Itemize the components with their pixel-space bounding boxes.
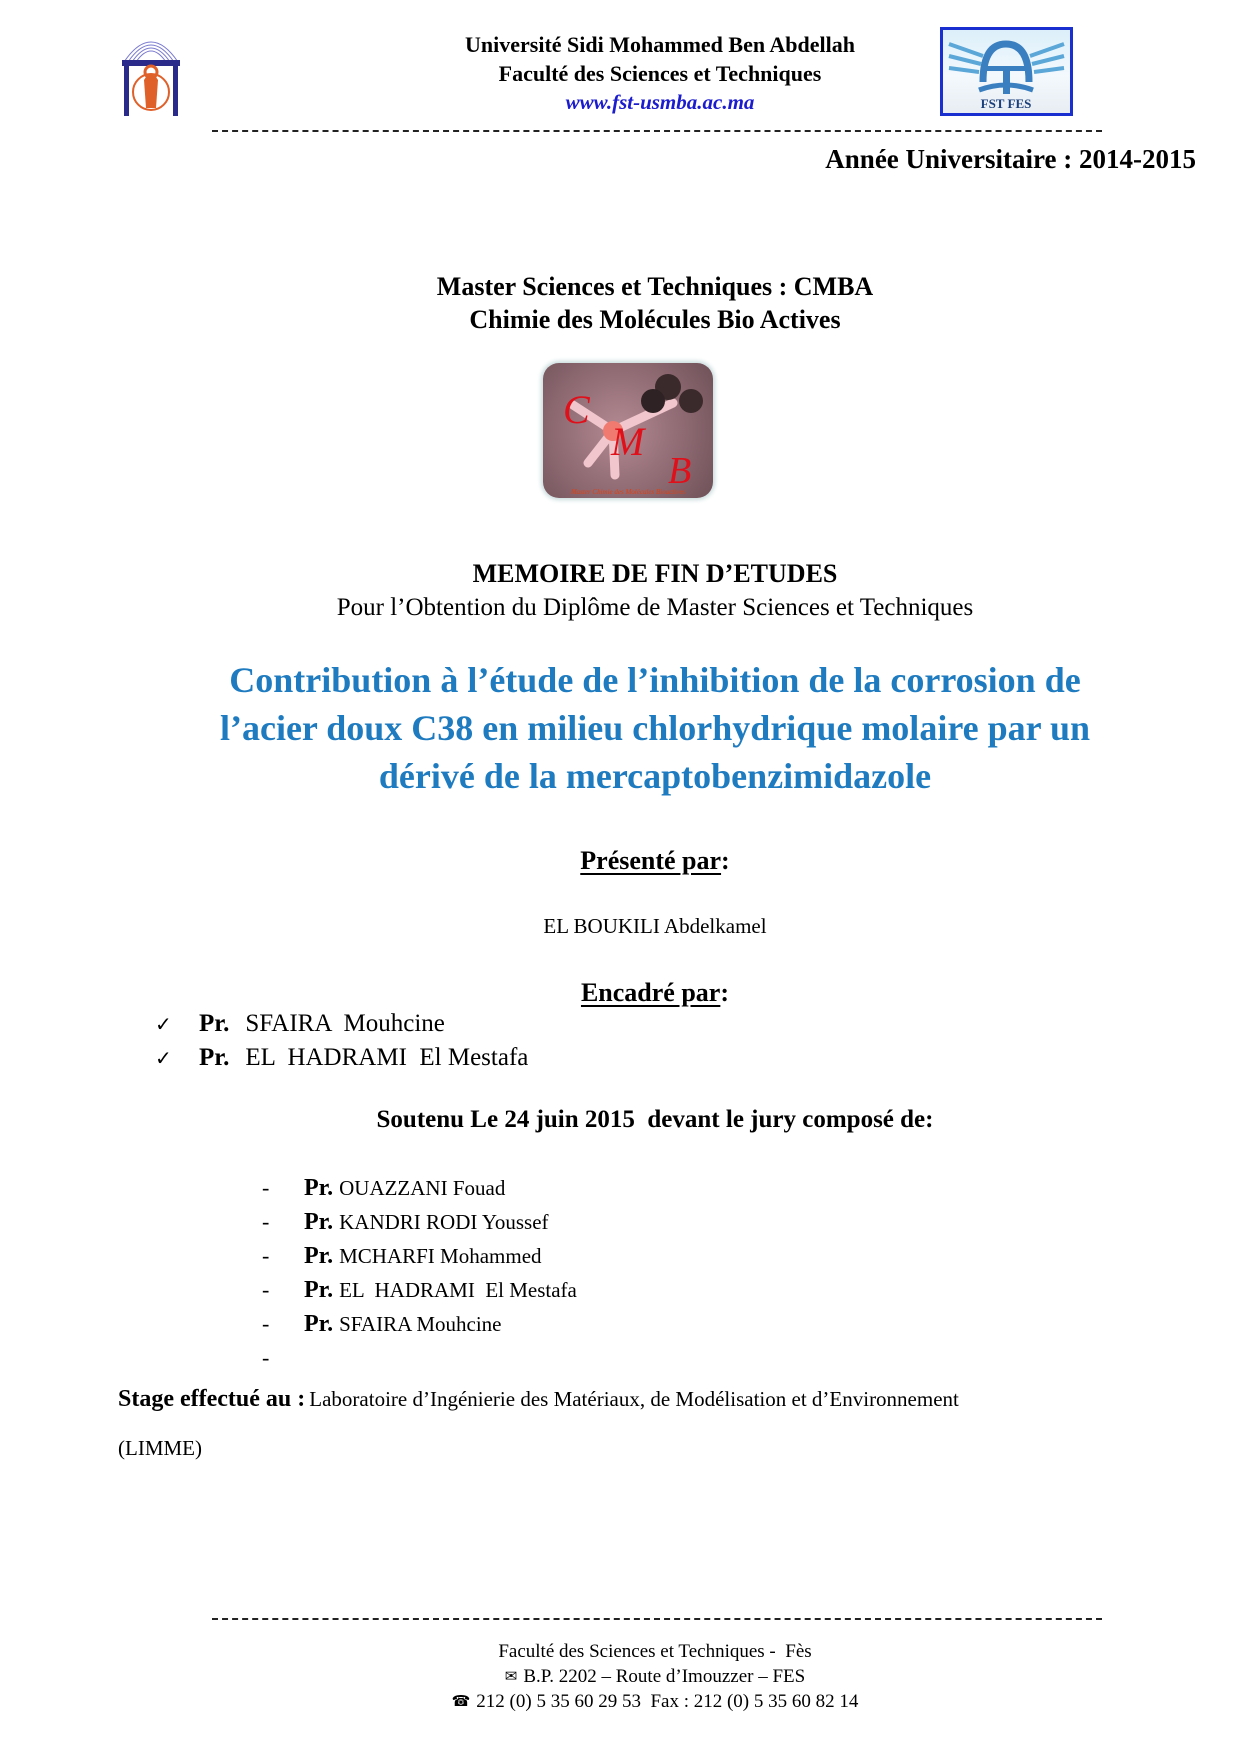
mail-icon: ✉ bbox=[504, 1667, 518, 1685]
website-link[interactable]: www.fst-usmba.ac.ma bbox=[565, 90, 755, 114]
title-prefix: Pr. bbox=[304, 1277, 334, 1303]
svg-text:C: C bbox=[563, 387, 590, 432]
thesis-title-line-2: l’acier doux C38 en milieu chlorhydrique molaire par un bbox=[219, 708, 1091, 748]
list-bullet: - bbox=[262, 1243, 270, 1268]
jury-member bbox=[262, 1277, 577, 1311]
supervised-by-heading: Encadré par: bbox=[580, 978, 730, 1007]
university-name: Université Sidi Mohammed Ben Abdellah bbox=[465, 32, 855, 57]
university-logo bbox=[118, 28, 184, 120]
supervisor-name: SFAIRA Mouhcine bbox=[245, 1010, 445, 1037]
svg-text:B: B bbox=[668, 450, 692, 492]
footer-faculty: Faculté des Sciences et Techniques - Fès bbox=[498, 1641, 812, 1662]
title-prefix: Pr. bbox=[199, 1010, 230, 1037]
internship-lab: Laboratoire d’Ingénierie des Matériaux, de Modélisation et d’Environnement bbox=[309, 1387, 959, 1411]
footer-divider bbox=[212, 1618, 1102, 1620]
jury-member-name: OUAZZANI Fouad bbox=[339, 1176, 506, 1200]
checkmark-icon: ✓ bbox=[155, 1012, 172, 1036]
phone-icon: ☎ bbox=[451, 1692, 471, 1710]
supervisor-item bbox=[155, 1041, 528, 1075]
footer-phone: ☎ 212 (0) 5 35 60 29 53 Fax : 212 (0) 5 35 60 82 14 bbox=[451, 1691, 859, 1712]
list-bullet: - bbox=[262, 1277, 270, 1302]
university-header bbox=[300, 30, 1020, 117]
program-title: Master Sciences et Techniques : CMBA bbox=[436, 272, 874, 301]
memoire-heading: MEMOIRE DE FIN D’ETUDES bbox=[472, 559, 838, 588]
list-bullet: - bbox=[262, 1311, 270, 1336]
jury-member bbox=[262, 1175, 577, 1209]
header-divider bbox=[212, 130, 1102, 132]
student-name: EL BOUKILI Abdelkamel bbox=[543, 914, 767, 938]
list-bullet: - bbox=[262, 1209, 270, 1234]
svg-text:Master Chimie des Molécules Bi: Master Chimie des Molécules Bioactives bbox=[570, 488, 686, 496]
footer bbox=[0, 1640, 1240, 1714]
thesis-title bbox=[120, 656, 1190, 800]
title-prefix: Pr. bbox=[304, 1175, 334, 1201]
title-prefix: Pr. bbox=[304, 1243, 334, 1269]
thesis-title-line-3: dérivé de la mercaptobenzimidazole bbox=[378, 756, 932, 796]
academic-year: Année Universitaire : 2014-2015 bbox=[825, 144, 1196, 174]
jury-member-name: KANDRI RODI Youssef bbox=[339, 1210, 549, 1234]
jury-member-empty bbox=[262, 1345, 577, 1379]
memoire-block bbox=[0, 557, 1240, 625]
title-prefix: Pr. bbox=[304, 1311, 334, 1337]
presented-by-heading: Présenté par: bbox=[580, 846, 730, 875]
list-bullet: - bbox=[262, 1345, 270, 1370]
internship-block bbox=[118, 1376, 1168, 1471]
footer-address: ✉ B.P. 2202 – Route d’Imouzzer – FES bbox=[504, 1666, 806, 1687]
internship-lab-acronym: (LIMME) bbox=[118, 1436, 202, 1460]
fst-fes-logo bbox=[940, 27, 1073, 116]
supervisor-item bbox=[155, 1007, 528, 1041]
internship-label: Stage effectué au : bbox=[118, 1386, 306, 1412]
memoire-subheading: Pour l’Obtention du Diplôme de Master Sciences et Techniques bbox=[336, 594, 974, 621]
supervisor-name: EL HADRAMI El Mestafa bbox=[245, 1044, 529, 1071]
checkmark-icon: ✓ bbox=[155, 1046, 172, 1070]
jury-member-name: SFAIRA Mouhcine bbox=[339, 1312, 502, 1336]
program-block bbox=[0, 270, 1240, 336]
presented-by-label: Présenté par bbox=[580, 846, 722, 875]
jury-member bbox=[262, 1209, 577, 1243]
supervisor-list bbox=[155, 1007, 528, 1075]
jury-list bbox=[262, 1175, 577, 1379]
faculty-name: Faculté des Sciences et Techniques bbox=[498, 61, 822, 86]
jury-member bbox=[262, 1243, 577, 1277]
supervised-by-label: Encadré par bbox=[580, 978, 721, 1007]
title-prefix: Pr. bbox=[304, 1209, 334, 1235]
program-subtitle: Chimie des Molécules Bio Actives bbox=[469, 305, 841, 334]
cmb-logo bbox=[543, 363, 713, 498]
svg-text:M: M bbox=[611, 419, 645, 464]
title-prefix: Pr. bbox=[199, 1044, 230, 1071]
list-bullet: - bbox=[262, 1175, 270, 1200]
jury-member-name: MCHARFI Mohammed bbox=[339, 1244, 542, 1268]
defense-statement: Soutenu Le 24 juin 2015 devant le jury composé de: bbox=[376, 1106, 934, 1133]
jury-member bbox=[262, 1311, 577, 1345]
jury-member-name: EL HADRAMI El Mestafa bbox=[339, 1278, 577, 1302]
thesis-title-line-1: Contribution à l’étude de l’inhibition de la corrosion de bbox=[229, 660, 1081, 700]
svg-text:FST FES: FST FES bbox=[980, 96, 1032, 111]
